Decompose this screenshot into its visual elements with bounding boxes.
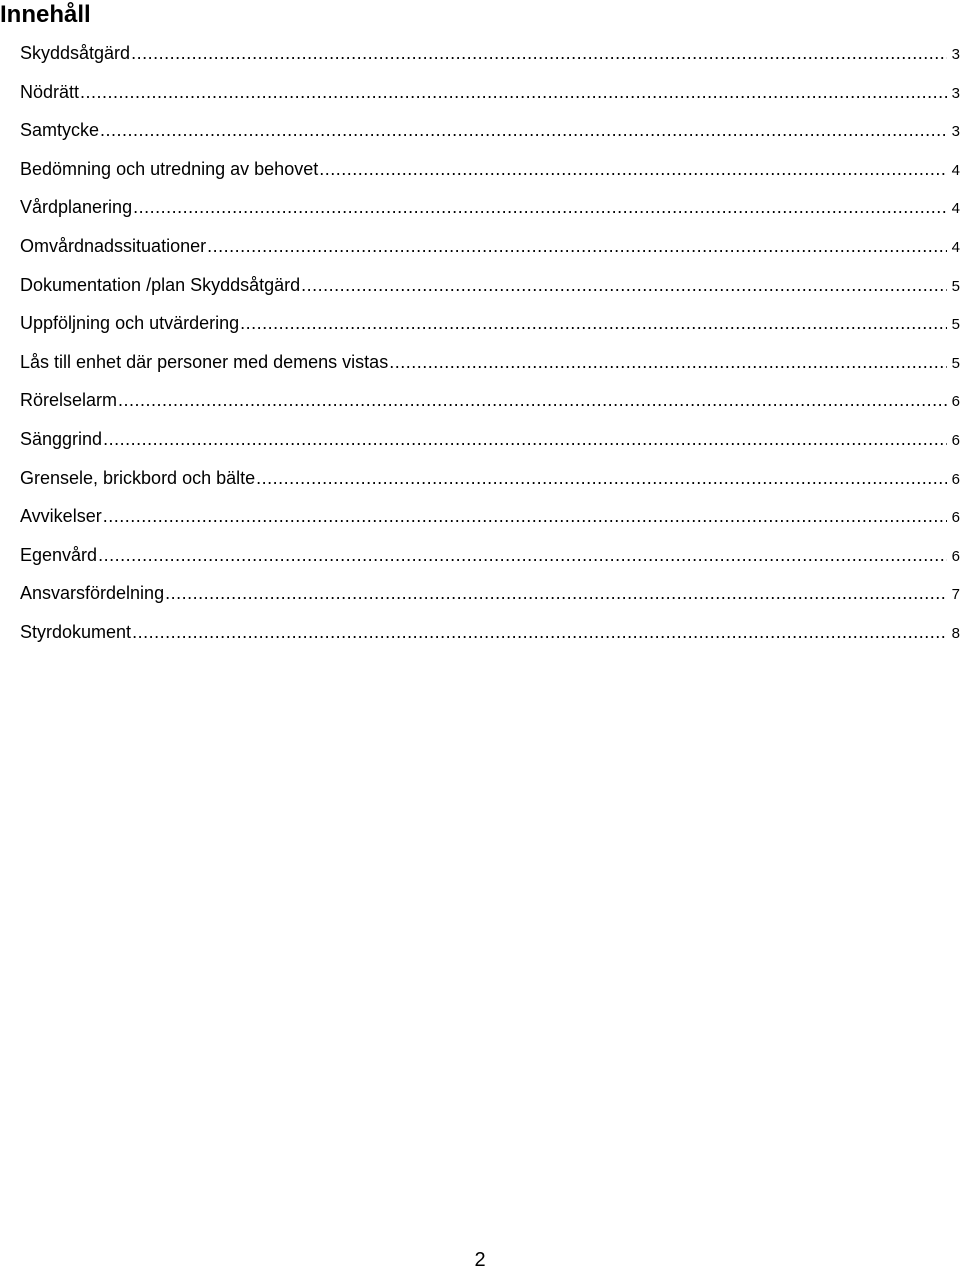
toc-entry-samtycke[interactable] [20, 111, 960, 150]
toc-entry-title: Uppföljning och utvärdering [20, 313, 240, 334]
toc-entry-las-till-enhet[interactable] [20, 343, 960, 382]
toc-entry-title: Nödrätt [20, 81, 80, 102]
toc-entry-dokumentation[interactable] [20, 266, 960, 305]
toc-entry-title: Grensele, brickbord och bälte [20, 467, 256, 488]
toc-entry-page: 7 [951, 586, 960, 604]
toc-entry-title: Avvikelser [20, 506, 102, 527]
dot-leader [133, 188, 947, 227]
dot-leader [98, 536, 947, 575]
dot-leader [301, 266, 947, 305]
dot-leader [319, 150, 947, 189]
toc-entry-uppfoljning[interactable] [20, 304, 960, 343]
toc-entry-page: 8 [951, 624, 960, 642]
toc-entry-title: Sänggrind [20, 428, 103, 449]
toc-entry-page: 4 [951, 200, 960, 218]
dot-leader [240, 304, 947, 343]
toc-entry-skyddsatgard[interactable] [20, 34, 960, 73]
toc-entry-rorelselarm[interactable] [20, 381, 960, 420]
toc-entry-vardplanering[interactable] [20, 188, 960, 227]
toc-entry-page: 4 [951, 161, 960, 179]
toc-entry-title: Samtycke [20, 120, 100, 141]
dot-leader [118, 381, 947, 420]
toc-heading: Innehåll [0, 1, 91, 28]
toc-entry-title: Lås till enhet där personer med demens vistas [20, 351, 389, 372]
toc-entry-page: 6 [951, 509, 960, 527]
toc-entry-page: 6 [951, 393, 960, 411]
toc-entry-page: 3 [951, 84, 960, 102]
toc-entry-page: 6 [951, 470, 960, 488]
toc-entry-title: Dokumentation /plan Skyddsåtgärd [20, 274, 301, 295]
toc-entry-ansvarsfordelning[interactable] [20, 574, 960, 613]
dot-leader [256, 459, 947, 498]
toc-entry-page: 5 [951, 316, 960, 334]
toc-entry-page: 6 [951, 547, 960, 565]
toc-entry-title: Ansvarsfördelning [20, 583, 165, 604]
dot-leader [131, 34, 947, 73]
toc-entry-sanggrind[interactable] [20, 420, 960, 459]
page-number: 2 [474, 1249, 486, 1271]
toc-entry-title: Egenvård [20, 544, 98, 565]
toc-entry-page: 3 [951, 46, 960, 63]
toc-entry-omvardnadssituationer[interactable] [20, 227, 960, 266]
dot-leader [100, 111, 947, 150]
toc-entry-title: Vårdplanering [20, 197, 133, 218]
toc-entry-bedomning[interactable] [20, 150, 960, 189]
dot-leader [165, 574, 947, 613]
toc-entry-page: 5 [951, 354, 960, 372]
toc-entry-page: 6 [951, 431, 960, 449]
dot-leader [80, 73, 947, 112]
toc-entry-avvikelser[interactable] [20, 497, 960, 536]
toc-entry-nodratt[interactable] [20, 73, 960, 112]
toc-entry-grensele[interactable] [20, 459, 960, 498]
toc-entry-title: Rörelselarm [20, 390, 118, 411]
toc-entry-page: 5 [951, 277, 960, 295]
toc-entry-egenvard[interactable] [20, 536, 960, 575]
toc-entry-title: Bedömning och utredning av behovet [20, 158, 319, 179]
dot-leader [389, 343, 947, 382]
toc-entry-title: Omvårdnadssituationer [20, 235, 207, 256]
toc-entry-title: Skyddsåtgärd [20, 43, 131, 63]
dot-leader [103, 420, 947, 459]
toc-entry-title: Styrdokument [20, 621, 132, 642]
dot-leader [207, 227, 947, 266]
toc-entry-page: 4 [951, 238, 960, 256]
toc-entry-page: 3 [951, 123, 960, 141]
dot-leader [103, 497, 947, 536]
toc-list [20, 34, 960, 652]
toc-entry-styrdokument[interactable] [20, 613, 960, 652]
dot-leader [132, 613, 947, 652]
